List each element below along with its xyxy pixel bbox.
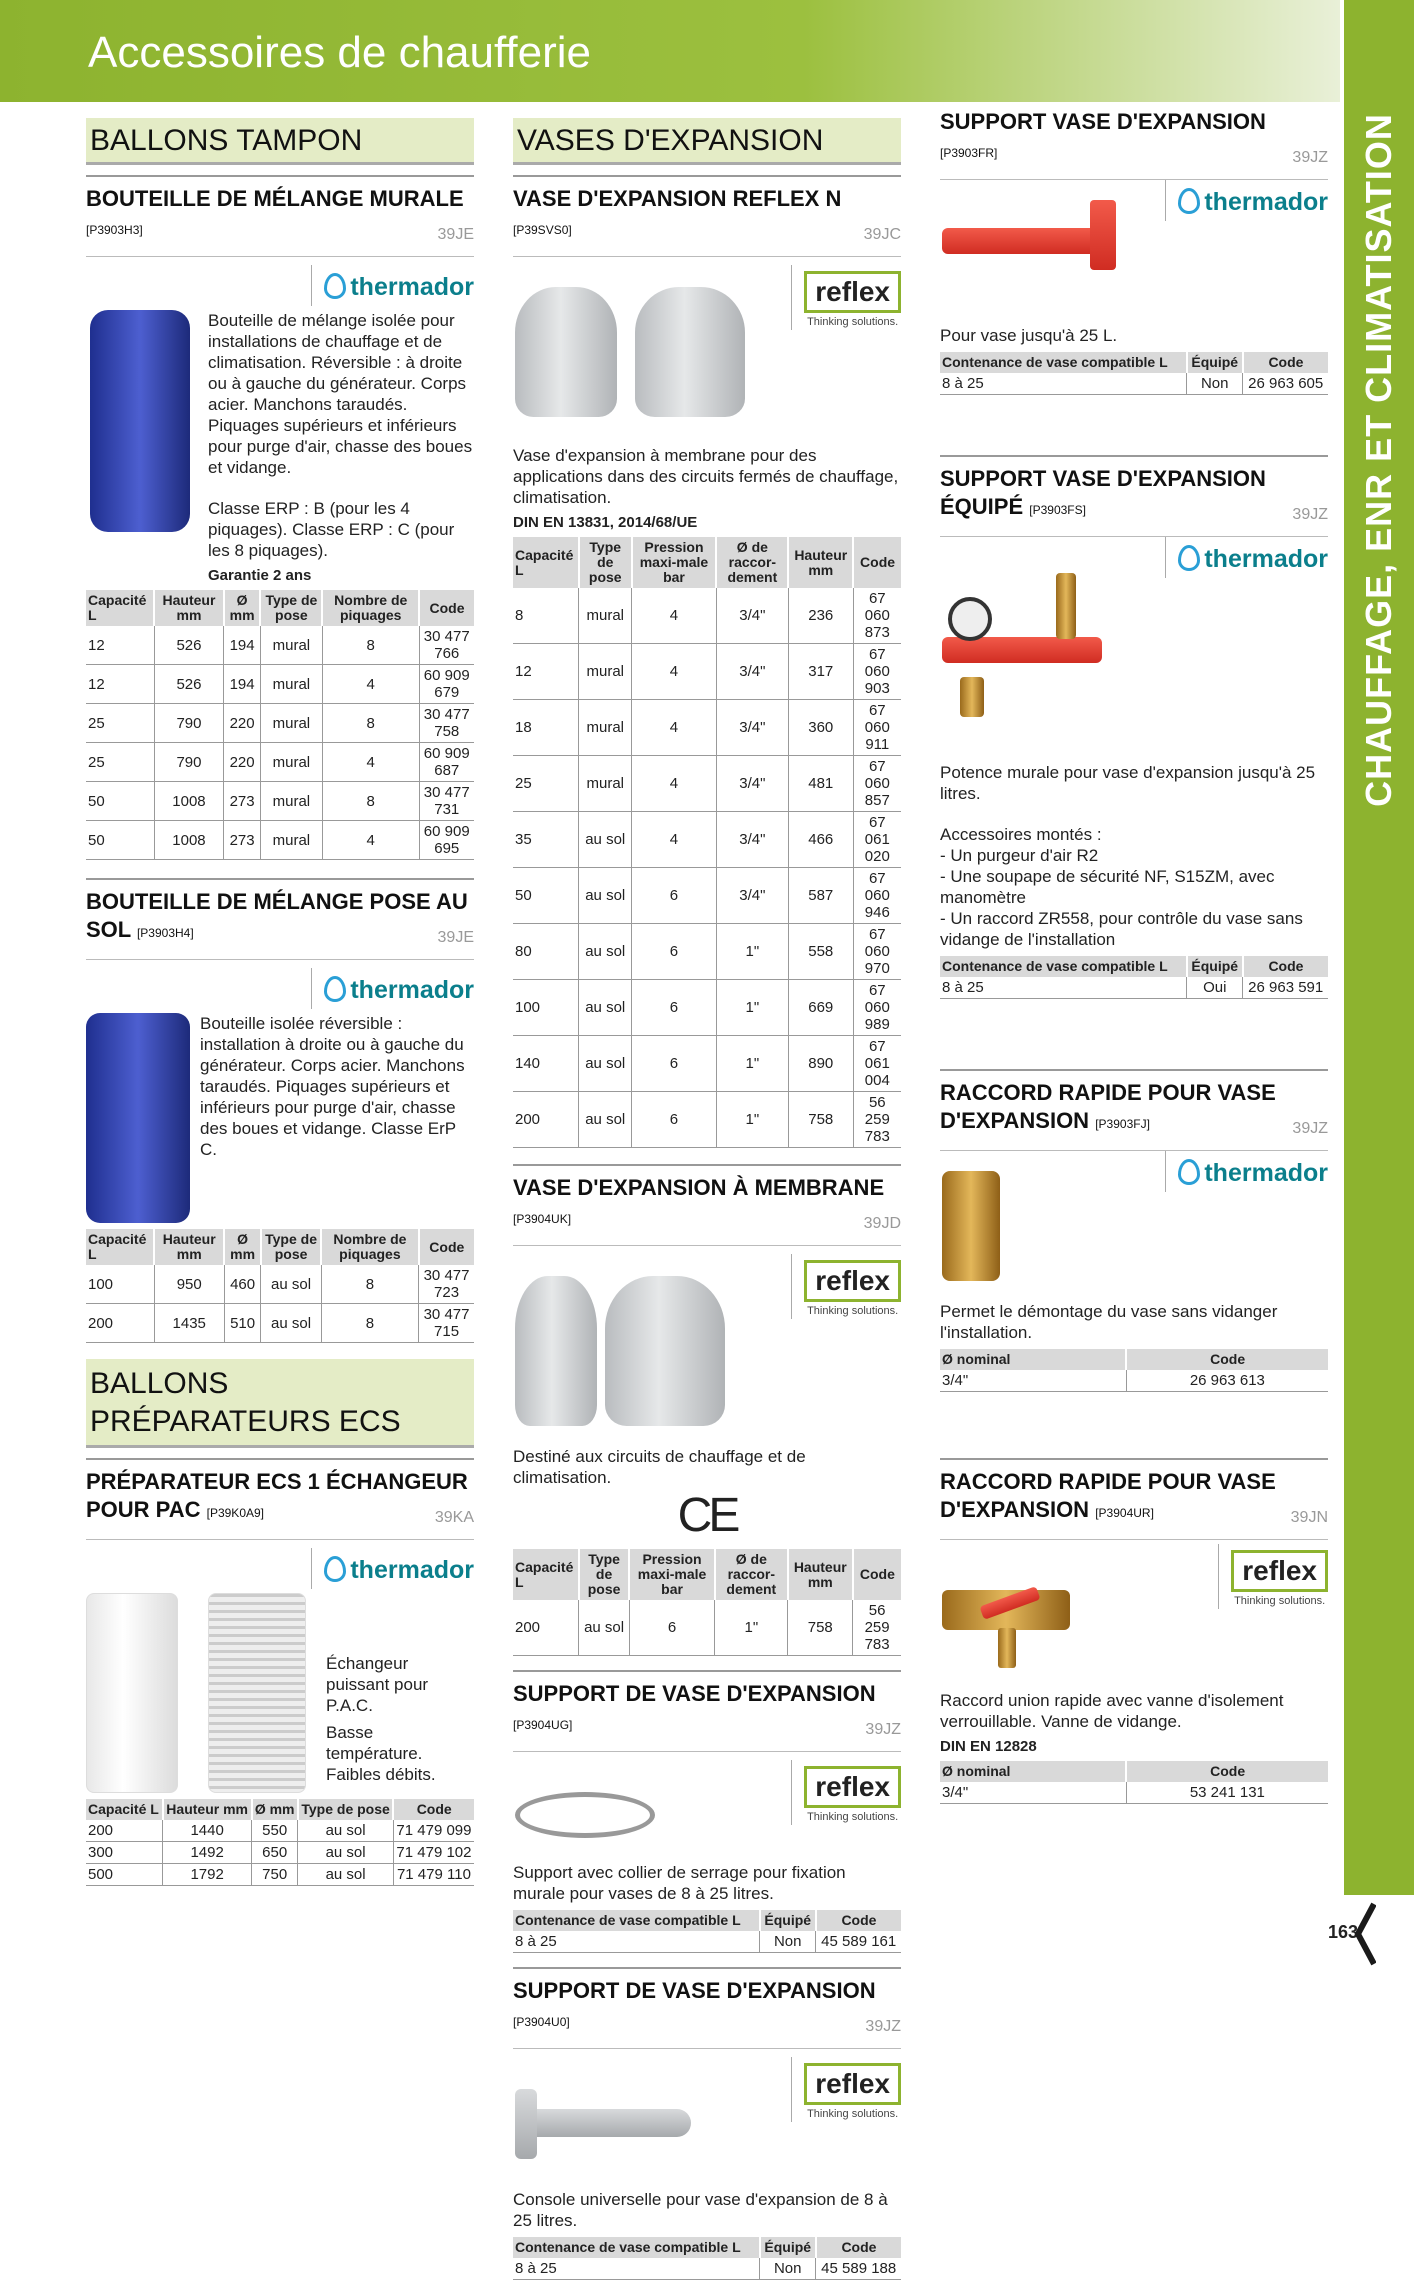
table-row — [86, 704, 474, 743]
table-cell: 6 — [632, 868, 717, 924]
table-header: Contenance de vase compatible L — [940, 352, 1187, 373]
reflex-logo: reflex Thinking solutions. — [791, 1254, 901, 1319]
table-cell: 56 259 783 — [853, 1600, 901, 1656]
product-description: Raccord union rapide avec vanne d'isolement verrouillable. Vanne de vidange. — [940, 1691, 1284, 1731]
table-header: Nombre de piquages — [322, 590, 419, 626]
table-cell: 35 — [513, 812, 579, 868]
table-header: Code — [393, 1799, 474, 1820]
thermador-logo: thermador — [1165, 180, 1328, 221]
table-header: Ø de raccor-dement — [715, 1549, 788, 1600]
table-cell: 67 060 903 — [853, 644, 901, 700]
page-header — [0, 0, 1340, 102]
thermador-logo: thermador — [311, 968, 474, 1009]
table-header: Code — [853, 1549, 901, 1600]
product-title: RACCORD RAPIDE POUR VASE D'EXPANSION [P3904UR] 39JN — [940, 1458, 1328, 1527]
table-cell: 4 — [632, 812, 717, 868]
table-header: Code — [816, 2237, 901, 2258]
table-row — [86, 1864, 474, 1886]
table-row — [86, 1265, 474, 1304]
table-cell: 6 — [632, 980, 717, 1036]
table-cell: 1008 — [154, 782, 224, 821]
ce-mark: CE — [677, 1489, 737, 1542]
table-cell: 950 — [154, 1265, 224, 1304]
table-cell: 8 — [321, 1304, 418, 1343]
table-row — [513, 1931, 901, 1953]
table-cell: 50 — [86, 782, 154, 821]
table-cell: 12 — [86, 665, 154, 704]
table-cell: 8 à 25 — [513, 2258, 760, 2280]
table-header: Code — [853, 537, 901, 588]
table-cell: 220 — [224, 743, 260, 782]
table-cell: 1" — [716, 980, 788, 1036]
table-header: Nombre de piquages — [321, 1229, 418, 1265]
table-cell: 30 477 715 — [419, 1304, 474, 1343]
product-image-collier — [515, 1792, 655, 1838]
table-cell: 273 — [224, 821, 260, 860]
table-cell: 790 — [154, 743, 224, 782]
table-cell: 4 — [322, 665, 419, 704]
product-image-vase — [635, 287, 745, 417]
sidebar-label: CHAUFFAGE, ENR ET CLIMATISATION — [1358, 113, 1399, 807]
table-cell: 67 060 970 — [853, 924, 901, 980]
table-row — [513, 868, 901, 924]
table-cell: 4 — [632, 700, 717, 756]
table-header: Hauteur mm — [163, 1799, 252, 1820]
table-header: Équipé — [760, 1910, 816, 1931]
table-cell: 200 — [86, 1820, 163, 1842]
product-image-console — [515, 2109, 691, 2137]
table-row — [940, 373, 1328, 395]
table-cell: au sol — [579, 1036, 632, 1092]
product-image-vase — [605, 1276, 725, 1426]
table-cell: 481 — [788, 756, 853, 812]
table-cell: 50 — [86, 821, 154, 860]
table-header: Type de pose — [298, 1799, 394, 1820]
table-cell: au sol — [298, 1864, 394, 1886]
table-header: Ø mm — [224, 1229, 261, 1265]
table-row — [86, 1304, 474, 1343]
table-cell: 4 — [322, 821, 419, 860]
table-cell: 100 — [513, 980, 579, 1036]
table-cell: 6 — [629, 1600, 715, 1656]
table-cell: 3/4" — [940, 1782, 1126, 1804]
reflex-logo: reflex Thinking solutions. — [791, 265, 901, 330]
table-cell: Oui — [1187, 977, 1243, 999]
section-vases-expansion: VASES D'EXPANSION — [513, 118, 901, 165]
product-description: Vase d'expansion à membrane pour des applications dans des circuits fermés de chauffage, climatisation. — [513, 446, 899, 507]
table-header: Équipé — [760, 2237, 816, 2258]
table-header: Équipé — [1187, 956, 1243, 977]
table-cell: 30 477 731 — [419, 782, 474, 821]
spec-table — [940, 352, 1328, 395]
table-row — [513, 1092, 901, 1148]
table-header: Type de pose — [579, 537, 632, 588]
table-cell: 1" — [716, 1092, 788, 1148]
thermador-logo: thermador — [1165, 1151, 1328, 1192]
table-header: Code — [1126, 1349, 1328, 1370]
table-cell: 460 — [224, 1265, 261, 1304]
table-cell: 360 — [788, 700, 853, 756]
reflex-logo: reflex Thinking solutions. — [791, 1760, 901, 1825]
table-cell: 317 — [788, 644, 853, 700]
table-cell: 550 — [252, 1820, 298, 1842]
table-cell: 100 — [86, 1265, 154, 1304]
product-image-bouteille-sol — [86, 1013, 192, 1223]
column-2 — [513, 118, 901, 2280]
table-cell: 3/4" — [716, 756, 788, 812]
table-cell: 6 — [632, 1092, 717, 1148]
table-cell: 30 477 766 — [419, 626, 474, 665]
table-header: Type de pose — [579, 1549, 629, 1600]
table-cell: mural — [260, 743, 322, 782]
product-title: BOUTEILLE DE MÉLANGE POSE AU SOL [P3903H4] 39JE — [86, 878, 474, 947]
table-row — [513, 2258, 901, 2280]
table-header: Ø nominal — [940, 1761, 1126, 1782]
table-header: Code — [1243, 956, 1328, 977]
product-description: Pour vase jusqu'à 25 L. — [940, 326, 1118, 345]
table-cell: au sol — [298, 1820, 394, 1842]
table-cell: au sol — [261, 1265, 321, 1304]
table-header: Hauteur mm — [788, 537, 853, 588]
manometer-icon — [948, 597, 992, 641]
table-cell: 526 — [154, 626, 224, 665]
table-row — [86, 1820, 474, 1842]
table-cell: 236 — [788, 588, 853, 644]
table-cell: 26 963 605 — [1243, 373, 1328, 395]
product-image-support-equipe — [942, 637, 1102, 663]
product-description: Permet le démontage du vase sans vidanger l'installation. — [940, 1302, 1278, 1342]
product-image-bouteille-murale — [86, 310, 198, 535]
table-cell: Non — [1187, 373, 1243, 395]
norm: DIN EN 12828 — [940, 1738, 1037, 1755]
section-ballons-preparateurs: BALLONS PRÉPARATEURS ECS — [86, 1359, 474, 1448]
section-ballons-tampon: BALLONS TAMPON — [86, 118, 474, 165]
table-cell: 67 060 857 — [853, 756, 901, 812]
table-header: Capacité L — [513, 1549, 579, 1600]
table-header: Capacité L — [86, 590, 154, 626]
spec-table — [86, 1799, 474, 1886]
product-title: BOUTEILLE DE MÉLANGE MURALE [P3903H3] 39JE — [86, 175, 474, 244]
table-cell: 8 — [322, 704, 419, 743]
table-header: Ø nominal — [940, 1349, 1126, 1370]
table-cell: 67 060 911 — [853, 700, 901, 756]
table-row — [513, 756, 901, 812]
spec-table — [513, 1910, 901, 1953]
product-title: SUPPORT DE VASE D'EXPANSION [P3904U0] 39JZ — [513, 1967, 901, 2036]
table-cell: mural — [579, 700, 632, 756]
spec-table — [940, 1761, 1328, 1804]
table-cell: 67 061 020 — [853, 812, 901, 868]
table-cell: 30 477 758 — [419, 704, 474, 743]
product-title: SUPPORT VASE D'EXPANSION [P3903FR] 39JZ — [940, 109, 1328, 166]
table-row — [940, 977, 1328, 999]
table-cell: 6 — [632, 924, 717, 980]
page-chevron-icon — [1354, 1902, 1376, 1966]
product-title: SUPPORT DE VASE D'EXPANSION [P3904UG] 39JZ — [513, 1670, 901, 1739]
table-cell: Non — [760, 2258, 816, 2280]
spec-table — [940, 1349, 1328, 1392]
table-cell: 1492 — [163, 1842, 252, 1864]
table-header: Pression maxi-male bar — [632, 537, 717, 588]
table-cell: 4 — [322, 743, 419, 782]
table-cell: 220 — [224, 704, 260, 743]
table-cell: 3/4" — [716, 812, 788, 868]
table-header: Ø mm — [224, 590, 260, 626]
product-title: VASE D'EXPANSION À MEMBRANE [P3904UK] 39JD — [513, 1164, 901, 1233]
table-cell: 25 — [513, 756, 579, 812]
table-cell: au sol — [579, 924, 632, 980]
page-title: Accessoires de chaufferie — [88, 28, 592, 77]
table-cell: 45 589 188 — [816, 2258, 901, 2280]
table-cell: 1792 — [163, 1864, 252, 1886]
table-cell: 558 — [788, 924, 853, 980]
table-cell: 200 — [513, 1092, 579, 1148]
table-cell: 8 — [513, 588, 579, 644]
table-cell: 45 589 161 — [816, 1931, 901, 1953]
table-header: Code — [1126, 1761, 1328, 1782]
table-header: Hauteur mm — [154, 590, 224, 626]
table-row — [513, 644, 901, 700]
table-cell: 3/4" — [716, 868, 788, 924]
table-cell: 8 — [322, 626, 419, 665]
table-row — [86, 743, 474, 782]
table-cell: 200 — [86, 1304, 154, 1343]
table-row — [86, 821, 474, 860]
table-cell: 140 — [513, 1036, 579, 1092]
table-cell: 4 — [632, 644, 717, 700]
table-cell: 60 909 679 — [419, 665, 474, 704]
table-row — [513, 1036, 901, 1092]
column-1: BALLONS TAMPON BOUTEILLE DE MÉLANGE MURALE [P3903H3] 39JE thermador Bouteille de mélange isolée pour installations de chauffage et de climatisation. Réversible : à droite ou à gauche du générateur. Corps acier. Manchons taraudés. Piquages supérieurs et inférieurs pour purge d'air, chasse des boues et vidange. Classe ERP : B (pour les 4 piquages). Classe ERP : C (pour les 8 piquages). Garantie 2 ans Capacité L Hauteur mm Ø mm Type de pose Nombre de piquages Code 12 526 194 mural 8 30 477 766 12 526 194 mural 4 60 909 679 25 790 220 mural 8 30 477 758 25 790 220 mural 4 60 909 687 50 1008 273 mural 8 30 477 731 50 1008 273 mural 4 60 909 695 BOUTEILLE DE MÉLANGE POSE AU SOL [P3903H4] 39JE thermador Bouteille isolée réversible : installation à droite ou à gauche du générateur. Corps acier. Manchons taraudés. Piquages supérieurs et inférieurs pour purge d'air, chasse des boues et vidange. Classe ErP C. Capacité L Hauteur mm Ø mm Type de pose Nombre de piquages Code 100 950 460 au sol 8 30 477 723 200 1435 510 au sol 8 30 477 715 BALLONS PRÉPARATEURS ECS PRÉPARATEUR ECS 1 ÉCHANGEUR POUR PAC [P39K0A9] 39KA thermador Échangeur puissant pour P.A.C. Basse température. Faibles débits. Capacité L Hauteur mm Ø mm Type de pose Code 200 1440 550 au sol 71 479 099 300 1492 650 au sol 71 479 102 500 1792 750 au sol 71 479 110 — [86, 118, 474, 1886]
table-cell: 30 477 723 — [419, 1265, 474, 1304]
table-row — [513, 924, 901, 980]
table-cell: 890 — [788, 1036, 853, 1092]
table-cell: 26 963 591 — [1243, 977, 1328, 999]
table-cell: au sol — [579, 868, 632, 924]
table-cell: 53 241 131 — [1126, 1782, 1328, 1804]
table-cell: 1435 — [154, 1304, 224, 1343]
table-cell: 3/4" — [940, 1370, 1126, 1392]
spec-table — [513, 537, 901, 1148]
table-cell: 758 — [788, 1600, 853, 1656]
table-cell: 60 909 687 — [419, 743, 474, 782]
table-cell: 526 — [154, 665, 224, 704]
sidebar-band — [1344, 0, 1414, 1895]
table-header: Ø de raccor-dement — [716, 537, 788, 588]
product-description: Bouteille de mélange isolée pour installations de chauffage et de climatisation. Réversible : à droite ou à gauche du générateur. Corps acier. Manchons taraudés. Piquages supérieurs et inférieurs pour purge d'air, chasse des boues et vidange. — [208, 311, 473, 477]
product-description: Console universelle pour vase d'expansion de 8 à 25 litres. — [513, 2190, 888, 2230]
thermador-logo: thermador — [311, 265, 474, 306]
norm: DIN EN 13831, 2014/68/UE — [513, 514, 698, 531]
product-title: SUPPORT VASE D'EXPANSION ÉQUIPÉ [P3903FS] 39JZ — [940, 455, 1328, 524]
table-cell: 650 — [252, 1842, 298, 1864]
table-cell: 8 à 25 — [513, 1931, 760, 1953]
table-cell: 510 — [224, 1304, 261, 1343]
table-row — [86, 1842, 474, 1864]
spec-table — [86, 590, 474, 860]
spec-table — [86, 1229, 474, 1343]
table-cell: Non — [760, 1931, 816, 1953]
table-cell: au sol — [579, 812, 632, 868]
erp-class: Classe ERP : B (pour les 4 piquages). Classe ERP : C (pour les 8 piquages). — [208, 499, 455, 560]
thermador-logo: thermador — [1165, 537, 1328, 578]
table-cell: 194 — [224, 665, 260, 704]
table-cell: 750 — [252, 1864, 298, 1886]
product-image-support — [942, 228, 1112, 254]
table-cell: 200 — [513, 1600, 579, 1656]
table-cell: mural — [260, 782, 322, 821]
reflex-logo: reflex Thinking solutions. — [1218, 1544, 1328, 1609]
table-header: Capacité L — [86, 1229, 154, 1265]
table-cell: 194 — [224, 626, 260, 665]
product-image-preparateur — [86, 1593, 318, 1793]
spec-table — [513, 1549, 901, 1656]
table-cell: 67 060 873 — [853, 588, 901, 644]
product-image-raccord — [942, 1171, 1000, 1281]
table-cell: 300 — [86, 1842, 163, 1864]
table-cell: 8 — [321, 1265, 418, 1304]
table-cell: mural — [260, 821, 322, 860]
table-cell: 67 060 989 — [853, 980, 901, 1036]
table-header: Contenance de vase compatible L — [513, 2237, 760, 2258]
table-row — [513, 1600, 901, 1656]
table-cell: 60 909 695 — [419, 821, 474, 860]
table-cell: 12 — [513, 644, 579, 700]
table-cell: 669 — [788, 980, 853, 1036]
table-cell: au sol — [579, 1600, 629, 1656]
spec-table — [513, 2237, 901, 2280]
table-header: Hauteur mm — [154, 1229, 224, 1265]
table-header: Type de pose — [260, 590, 322, 626]
column-3: SUPPORT VASE D'EXPANSION [P3903FR] 39JZ thermador Pour vase jusqu'à 25 L. Contenance de vase compatible L Équipé Code 8 à 25 Non 26 963 605 SUPPORT VASE D'EXPANSION ÉQUIPÉ [P3903FS] 39JZ thermador Potence murale pour vase d'expansion jusqu'à 25 litres. Accessoires montés : - Un purgeur d'air R2 - Une soupape de sécurité NF, S15ZM, avec manomètre - Un raccord ZR558, pour contrôle du vase sans vidange de l'installation Contenance de vase compatible L Équipé Code 8 à 25 Oui 26 963 591 RACCORD RAPIDE POUR VASE D'EXPANSION [P3903FJ] 39JZ thermador Permet le démontage du vase sans vidanger l'installation. Ø nominal Code 3/4" 26 963 613 RACCORD RAPIDE POUR VASE D'EXPANSION [P3904UR] 39JN reflex Thinking solutions. Raccord union rapide avec vanne d'isolement verrouillable. Vanne de vidange. DIN EN 12828 Ø nominal Code 3/4" 53 241 131 — [940, 100, 1328, 1804]
table-cell: 790 — [154, 704, 224, 743]
table-cell: mural — [260, 704, 322, 743]
table-cell: au sol — [579, 980, 632, 1036]
table-row — [86, 782, 474, 821]
table-cell: 18 — [513, 700, 579, 756]
table-cell: 71 479 099 — [393, 1820, 474, 1842]
table-cell: mural — [579, 588, 632, 644]
table-cell: 25 — [86, 743, 154, 782]
table-cell: 8 — [322, 782, 419, 821]
table-header: Code — [419, 1229, 474, 1265]
table-cell: 6 — [632, 1036, 717, 1092]
product-description: Potence murale pour vase d'expansion jusqu'à 25 litres. — [940, 763, 1316, 803]
table-cell: 587 — [788, 868, 853, 924]
product-image-vase — [515, 287, 617, 417]
table-cell: 12 — [86, 626, 154, 665]
table-header: Contenance de vase compatible L — [513, 1910, 760, 1931]
table-header: Équipé — [1187, 352, 1243, 373]
spec-table — [940, 956, 1328, 999]
table-cell: mural — [579, 756, 632, 812]
product-image-vase — [515, 1276, 597, 1426]
table-cell: 1" — [716, 924, 788, 980]
table-row — [513, 812, 901, 868]
table-cell: 71 479 110 — [393, 1864, 474, 1886]
table-cell: 1" — [716, 1036, 788, 1092]
table-header: Ø mm — [252, 1799, 298, 1820]
table-header: Code — [419, 590, 474, 626]
table-row — [940, 1782, 1328, 1804]
guarantee: Garantie 2 ans — [208, 567, 312, 584]
table-row — [513, 588, 901, 644]
page-number: 163 — [1327, 1922, 1358, 1942]
table-cell: 71 479 102 — [393, 1842, 474, 1864]
thermador-logo: thermador — [311, 1548, 474, 1589]
table-cell: 3/4" — [716, 644, 788, 700]
table-cell: mural — [260, 665, 322, 704]
table-header: Capacité L — [513, 537, 579, 588]
table-cell: 80 — [513, 924, 579, 980]
reflex-logo: reflex Thinking solutions. — [791, 2057, 901, 2122]
table-cell: 500 — [86, 1864, 163, 1886]
product-title: RACCORD RAPIDE POUR VASE D'EXPANSION [P3903FJ] 39JZ — [940, 1069, 1328, 1138]
table-row — [513, 980, 901, 1036]
table-cell: 758 — [788, 1092, 853, 1148]
table-cell: mural — [260, 626, 322, 665]
table-cell: 4 — [632, 588, 717, 644]
table-cell: 3/4" — [716, 588, 788, 644]
table-cell: 1440 — [163, 1820, 252, 1842]
table-cell: 1008 — [154, 821, 224, 860]
table-header: Contenance de vase compatible L — [940, 956, 1187, 977]
table-row — [513, 700, 901, 756]
table-cell: 50 — [513, 868, 579, 924]
table-row — [86, 665, 474, 704]
table-cell: 273 — [224, 782, 260, 821]
table-header: Hauteur mm — [788, 1549, 853, 1600]
product-description: Bouteille isolée réversible : installation à droite ou à gauche du générateur. Corps acier. Manchons taraudés. Piquages supérieurs et inférieurs pour purge d'air, chasse des boues et vidange. Classe ErP C. — [200, 1014, 465, 1159]
table-header: Code — [816, 1910, 901, 1931]
table-cell: 1" — [715, 1600, 788, 1656]
product-title: VASE D'EXPANSION REFLEX N [P39SVS0] 39JC — [513, 175, 901, 244]
table-cell: 8 à 25 — [940, 373, 1187, 395]
table-row — [940, 1370, 1328, 1392]
table-cell: 25 — [86, 704, 154, 743]
table-header: Pression maxi-male bar — [629, 1549, 715, 1600]
table-cell: au sol — [261, 1304, 321, 1343]
table-cell: au sol — [298, 1842, 394, 1864]
product-description: Destiné aux circuits de chauffage et de climatisation. — [513, 1447, 806, 1487]
product-title: PRÉPARATEUR ECS 1 ÉCHANGEUR POUR PAC [P39K0A9] 39KA — [86, 1458, 474, 1527]
table-cell: au sol — [579, 1092, 632, 1148]
table-header: Code — [1243, 352, 1328, 373]
table-header: Capacité L — [86, 1799, 163, 1820]
table-cell: mural — [579, 644, 632, 700]
table-cell: 56 259 783 — [853, 1092, 901, 1148]
product-description: Support avec collier de serrage pour fixation murale pour vases de 8 à 25 litres. — [513, 1863, 846, 1903]
table-header: Type de pose — [261, 1229, 321, 1265]
table-cell: 26 963 613 — [1126, 1370, 1328, 1392]
table-cell: 466 — [788, 812, 853, 868]
table-cell: 4 — [632, 756, 717, 812]
table-row — [86, 626, 474, 665]
table-cell: 3/4" — [716, 700, 788, 756]
table-cell: 8 à 25 — [940, 977, 1187, 999]
table-cell: 67 061 004 — [853, 1036, 901, 1092]
table-cell: 67 060 946 — [853, 868, 901, 924]
